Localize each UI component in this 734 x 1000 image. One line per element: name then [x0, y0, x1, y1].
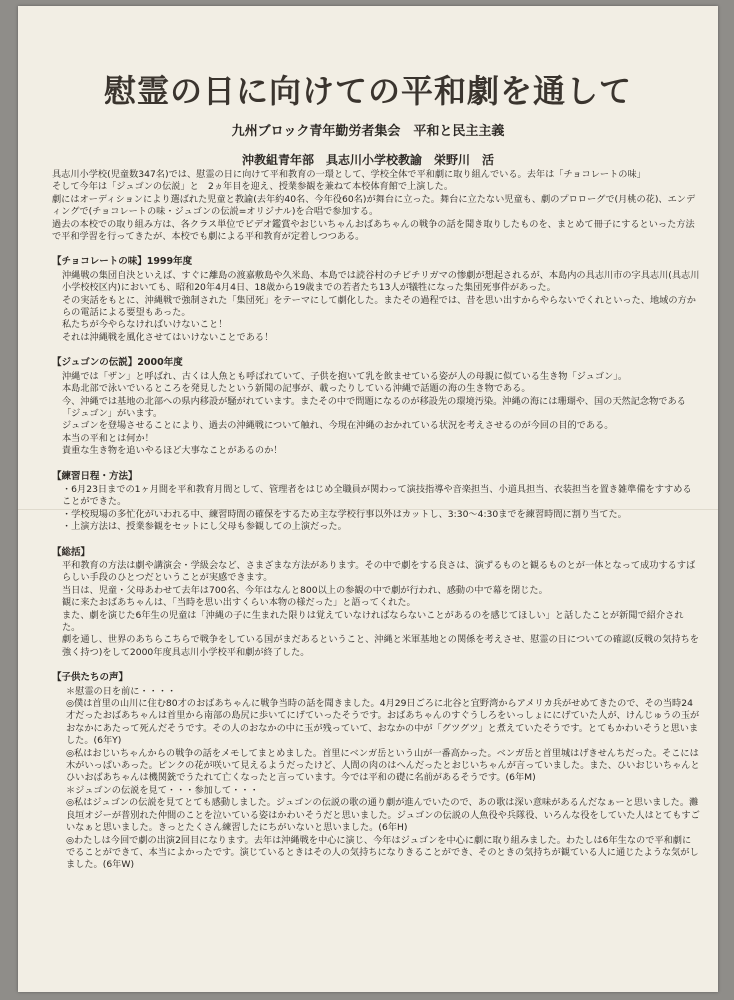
section-chocolate: [52, 256, 700, 344]
section-heading: 【ジュゴンの伝説】2000年度: [52, 357, 183, 369]
section-summary: [52, 547, 700, 660]
document-subtitle: 九州ブロック青年勤労者集会 平和と民主主義: [231, 124, 505, 139]
document-author: 沖教組青年部 具志川小学校教諭 栄野川 活: [241, 153, 494, 167]
section-heading: 【チョコレートの味】1999年度: [52, 256, 193, 268]
document-header: [18, 66, 718, 168]
section-practice: [52, 471, 700, 534]
document-title: 慰霊の日に向けての平和劇を通して: [103, 72, 632, 110]
voice-item: ＊慰霊の日を前に・・・・: [66, 685, 177, 697]
document-page: [18, 6, 718, 992]
intro-paragraph: 具志川小学校(児童数347名)では、慰霊の日に向けて平和教育の一環として、学校全体で平和劇に取り組んでいる。去年は「チョコレートの味」 そして今年は「ジュゴンの伝説」と 2ヵ年目を迎え、授業参観を兼ねて本校体育館で上演した。 劇にはオーディションにより選ばれた児童と教諭(去年約40名、今年役60名)が舞台に立った。舞台に立たない児童も、劇のプロローグで(月桃の花)、エンディングで(チョコレートの味・ジュゴンの伝説=オリジナル)を合唱で参加する。 過去の本校での取り組み方は、各クラス単位でビデオ鑑賞やおじいちゃんおばあちゃんの戦争の話を聞き取りしたものを、まとめて冊子にするといった方法で平和学習を行ってきたが、本校でも劇による平和教育が定着しつつある。: [52, 169, 696, 243]
section-heading: 【練習日程・方法】: [52, 470, 138, 482]
section-text: 平和教育の方法は劇や講演会・学級会など、さまざまな方法があります。その中で劇をする良さは、演ずるものと観るものとが一体となって成功するすばらしい手段のひとつだということが実感できます。 当日は、児童・父母あわせて去年は700名、今年はなんと800以上の参観の中で劇が行われ、感動の中で幕を閉じた。 観に来たおばあちゃんは、「当時を思い出すくらい本物の様だった」と語ってくれた。 また、劇を演じた6年生の児童は「沖縄の子に生まれた限りは覚えていなければならないことがあるのを感じてほしい」と話したことが新聞で紹介された。 劇を通し、世界のあちらこちらで戦争をしている国がまだあるということ、沖縄と米軍基地との関係を考えさせ、慰霊の日についての確認(反戦の気持ちを強く持つ)をして2000年度具志川小学校平和劇が終了した。: [62, 559, 699, 658]
section-dugong: [52, 357, 700, 457]
section-heading: 【子供たちの声】: [52, 672, 129, 684]
section-text: 沖縄では「ザン」と呼ばれ、古くは人魚とも呼ばれていて、子供を抱いて乳を飲ませている姿が人の母親に似ている生き物「ジュゴン」。 本島北部で泳いでいるところを発見したという新聞の記事が、載ったりしている沖縄で話題の海の生き物である。 今、沖縄では基地の北部への県内移設が騒がれています。またその中で問題になるのが移設先の環境汚染。沖縄の海には珊瑚や、国の天然記念物である「ジュゴン」がいます。 ジュゴンを登場させることにより、過去の沖縄戦について触れ、今現在沖縄のおかれている状況を考えさせるのが今回の目的である。 本当の平和とは何か！ 貴重な生き物を追いやるほど大事なことがあるのか！: [62, 370, 686, 457]
voice-item: ◎わたしは今回で劇の出演2回目になります。去年は沖縄戦を中心に演じ、今年はジュゴンを中心に劇に取り組みました。わたしは6年生なので平和劇にでることができて、本当によかったです。演じているときはその人の気持ちになりきることができ、そのときの気持ちが観ている人に通じたような気がしました。(6年W): [66, 834, 699, 871]
voice-item: ◎私はおじいちゃんからの戦争の話をメモしてまとめました。首里にベンガ岳という山が一番高かった。ベンガ岳と首里城はげきせんちだった。そこには木がいっぱいあった。ピンクの花が咲いて見えるようだったけど、人間の肉のはへんだったとおじいちゃんが言っていました。また、ひいおじいちゃんとひいおばあちゃんは機関銃でうたれて亡くなったと言っています。今では平和の礎に名前があるそうです。(6年M): [66, 747, 700, 784]
section-text: ・6月23日までの1ヶ月間を平和教育月間として、管理者をはじめ全職員が関わって演技指導や音楽担当、小道具担当、衣装担当を置き雑準備をすすめることができた。 ・学校現場の多忙化がいわれる中、練習時間の確保をするため主な学校行事以外はカットし、3:30〜4:30までを練習時間に割り当てた。 ・上演方法は、授業参観をセットにし父母も参観しての上演だった。: [62, 483, 692, 533]
section-text: 沖縄戦の集団自決といえば、すぐに離島の渡嘉敷島や久米島、本島では読谷村のチビチリガマの惨劇が想起されるが、本島内の具志川市の字具志川(具志川小学校校区内)においても、昭和20年4月4日、18歳から19歳までの若者たち13人が犠牲になった集団死事件があった。 その実話をもとに、沖縄戦で強制された「集団死」をテーマにして劇化した。またその過程では、昔を思い出すからやらないでくれといった、地域の方からの電話による要望もあった。 私たちが今やらなければいけないこと！ それは沖縄戦を風化させてはいけないことである！: [62, 269, 700, 343]
section-children-voices: [52, 672, 700, 872]
section-heading: 【総括】: [52, 546, 91, 558]
voice-item: ◎僕は首里の山川に住む80才のおばあちゃんに戦争当時の話を聞きました。4月29日ごろに北谷と宜野湾からアメリカ兵がせめてきたので、その当時24才だったおばあちゃんは首里から南部の島尻に歩いてにげていったそうです。おばあちゃんのすぐうしろをいっしょににげていた人が、けんじゅうの玉がおなかにあたって死んだそうです。その人のおなかの中に玉が残っていて、おなかの中が「グツグツ」と煮えていたそうです。とてもかわいそうと思いました。(6年Y): [66, 698, 700, 747]
document-body: [52, 169, 700, 872]
voice-item: ◎私はジュゴンの伝説を見てとても感動しました。ジュゴンの伝説の歌の通り劇が進んでいたので、あの歌は深い意味があるんだなぁーと思いました。灘良垣オジーが普別れた仲間のことを泣いている姿はかわいそうだと思いました。ジュゴンの伝説の人魚役や兵隊役、いろんな役をしていた人はとてもすごいなぁと思いました。きっとたくさん練習したにちがいないと思いました。(6年H): [66, 797, 700, 834]
voice-item: ＊ジュゴンの伝説を見て・・・参加して・・・: [66, 784, 259, 796]
